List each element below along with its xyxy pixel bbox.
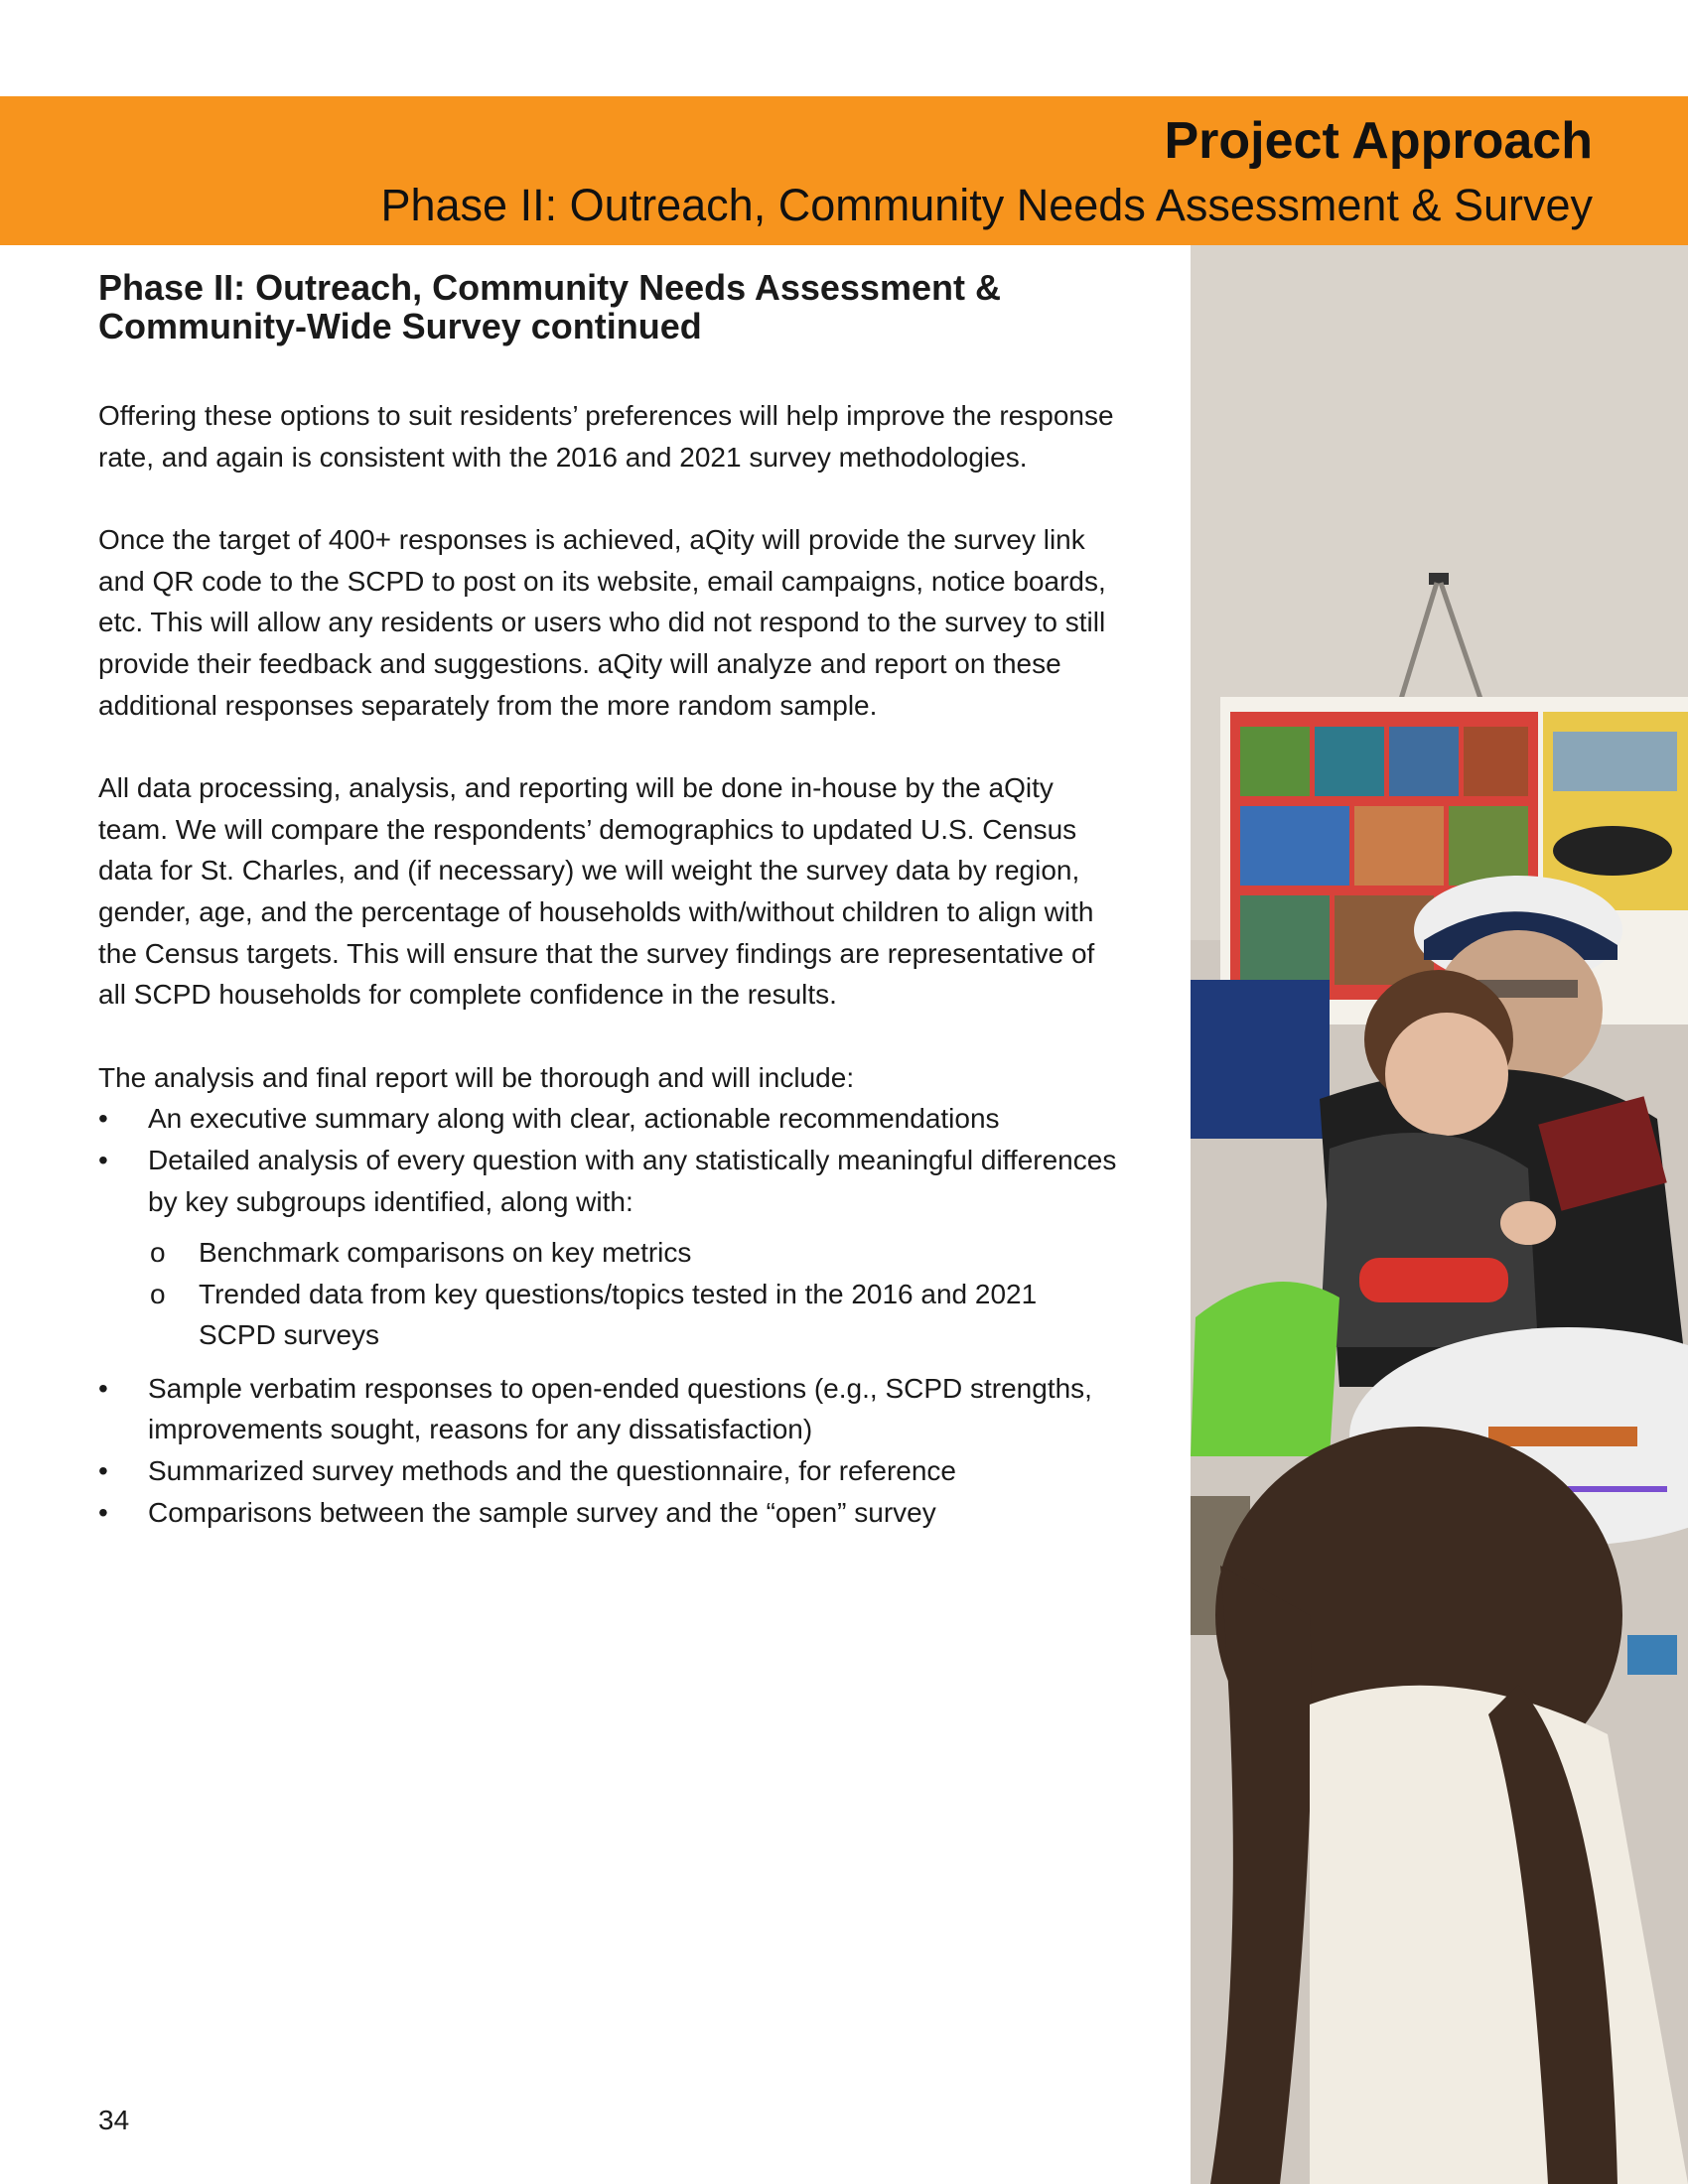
sub-list-item <box>148 1274 1121 1356</box>
bullet-marker: • <box>98 1103 108 1135</box>
sub-bullet-marker: o <box>150 1237 166 1269</box>
community-event-photo <box>1191 245 1688 2184</box>
main-content <box>98 268 1121 1533</box>
sub-bullet-list <box>148 1232 1121 1356</box>
list-item <box>98 1492 1121 1534</box>
bullet-list <box>98 1098 1121 1533</box>
sub-list-item-text: Trended data from key questions/topics tested in the 2016 and 2021 SCPD surveys <box>199 1278 1038 1351</box>
paragraph: Offering these options to suit residents’ preferences will help improve the response rate, and again is consistent with the 2016 and 2021 survey methodologies. <box>98 400 1114 473</box>
section-heading: Phase II: Outreach, Community Needs Assessment & Community-Wide Survey continued <box>98 267 1001 346</box>
page-title: Project Approach <box>1164 112 1593 170</box>
list-item <box>98 1450 1121 1492</box>
sub-bullet-marker: o <box>150 1278 166 1309</box>
bullet-marker: • <box>98 1144 108 1175</box>
list-item-text: Summarized survey methods and the questionnaire, for reference <box>148 1455 956 1487</box>
list-item-text: An executive summary along with clear, actionable recommendations <box>148 1103 1000 1135</box>
sub-list-item-text: Benchmark comparisons on key metrics <box>199 1237 692 1269</box>
paragraph: All data processing, analysis, and reporting will be done in-house by the aQity team. We will compare the respondents’ demographics to updated U.S. Census data for St. Charles, and (if necessary) we will weight the survey data by region, gender, age, and the percentage of households with/without children to align with the Census targets. This will ensure that the survey findings are representative of all SCPD households for complete confidence in the results. <box>98 772 1095 1011</box>
page-subtitle: Phase II: Outreach, Community Needs Assessment & Survey <box>380 180 1593 230</box>
bullet-marker: • <box>98 1372 108 1404</box>
list-item-text: Detailed analysis of every question with any statistically meaningful differences by key subgroups identified, along with: <box>148 1144 1117 1217</box>
list-item <box>98 1140 1121 1356</box>
list-item-text: Sample verbatim responses to open-ended questions (e.g., SCPD strengths, improvements sought, reasons for any dissatisfaction) <box>148 1372 1092 1445</box>
bullet-marker: • <box>98 1455 108 1487</box>
page-number: 34 <box>98 2105 130 2135</box>
paragraph: Once the target of 400+ responses is achieved, aQity will provide the survey link and QR code to the SCPD to post on its website, email campaigns, notice boards, etc. This will allow any residents or users who did not respond to the survey to still provide their feedback and suggestions. aQity will analyze and report on these additional responses separately from the more random sample. <box>98 524 1106 721</box>
list-item <box>98 1098 1121 1140</box>
list-item-text: Comparisons between the sample survey and the “open” survey <box>148 1496 936 1528</box>
sub-list-item <box>148 1232 1121 1274</box>
list-item <box>98 1368 1121 1450</box>
list-intro: The analysis and final report will be thorough and will include: <box>98 1061 855 1093</box>
bullet-marker: • <box>98 1496 108 1528</box>
